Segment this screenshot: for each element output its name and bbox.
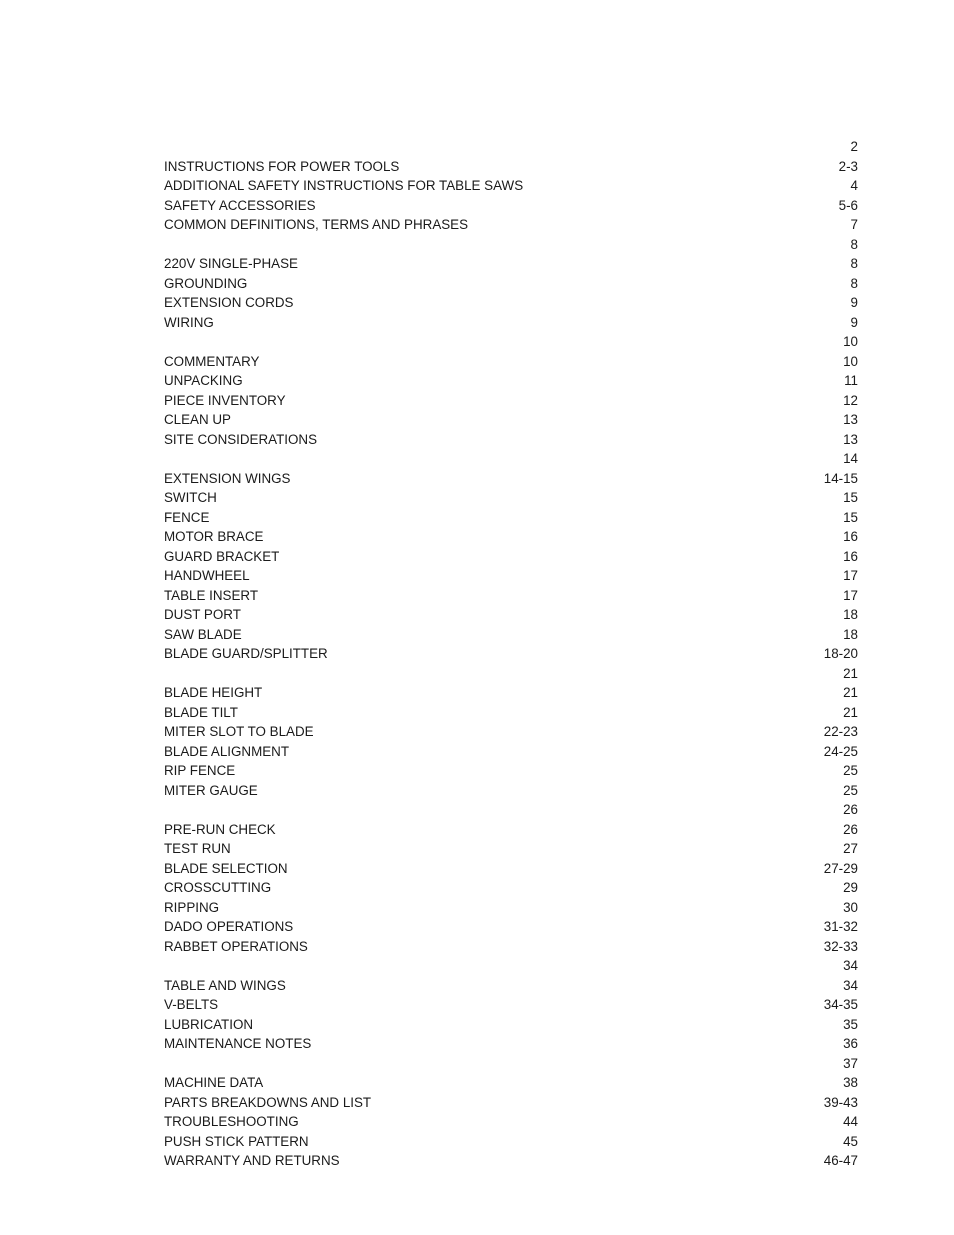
toc-entry	[164, 1093, 858, 1113]
toc-entry-page: 15	[843, 490, 858, 505]
toc-entry-page: 39-43	[823, 1094, 858, 1110]
toc-entry	[164, 332, 858, 352]
toc-entry-page: 14	[843, 451, 858, 466]
toc-entry-page: 2	[850, 139, 858, 154]
toc-entry-label: TEST RUN	[164, 841, 231, 856]
toc-entry-label: CROSSCUTTING	[164, 880, 272, 895]
toc-entry-page: 21	[843, 704, 858, 720]
toc-entry-page: 25	[843, 763, 858, 778]
toc-entry	[164, 469, 858, 489]
toc-entry-page: 18-20	[823, 646, 858, 661]
toc-entry-page: 7	[850, 217, 858, 232]
toc-entry	[164, 995, 858, 1015]
toc-entry-label: RIPPING	[164, 899, 220, 915]
toc-entry-page: 30	[843, 899, 858, 915]
toc-entry-label: RABBET OPERATIONS	[164, 938, 308, 954]
toc-entry-page: 38	[843, 1075, 858, 1090]
toc-entry-label: 220V SINGLE-PHASE	[164, 256, 298, 271]
toc-entry	[164, 761, 858, 781]
toc-entry-label: PARTS BREAKDOWNS AND LIST	[164, 1094, 372, 1110]
toc-entry-page: 22-23	[823, 724, 858, 739]
toc-entry-page: 32-33	[823, 938, 858, 954]
toc-entry	[164, 722, 858, 742]
toc-entry-page: 24-25	[823, 743, 858, 759]
toc-entry	[164, 1034, 858, 1054]
toc-entry-label: SITE CONSIDERATIONS	[164, 431, 318, 447]
toc-entry	[164, 254, 858, 274]
toc-entry	[164, 293, 858, 313]
toc-entry-label: HANDWHEEL	[164, 568, 250, 583]
toc-entry	[164, 235, 858, 255]
toc-entry	[164, 1151, 858, 1171]
toc-entry	[164, 430, 858, 450]
toc-entry-label: BLADE ALIGNMENT	[164, 743, 290, 759]
toc-entry	[164, 313, 858, 333]
toc-entry	[164, 527, 858, 547]
toc-entry	[164, 508, 858, 528]
toc-entry	[164, 625, 858, 645]
toc-entry-label: SAFETY ACCESSORIES	[164, 197, 316, 213]
toc-entry-label: BLADE GUARD/SPLITTER	[164, 646, 328, 661]
toc-entry	[164, 1132, 858, 1152]
toc-entry	[164, 371, 858, 391]
toc-entry-label: EXTENSION CORDS	[164, 295, 294, 310]
toc-entry	[164, 137, 858, 157]
toc-entry-page: 29	[843, 880, 858, 895]
toc-entry	[164, 605, 858, 625]
toc-entry	[164, 820, 858, 840]
toc-entry-label: PRE-RUN CHECK	[164, 821, 276, 837]
toc-entry-label: BLADE HEIGHT	[164, 685, 263, 700]
toc-entry	[164, 547, 858, 567]
toc-entry	[164, 781, 858, 801]
toc-entry-label: MAINTENANCE NOTES	[164, 1036, 312, 1051]
toc-entry-label: DUST PORT	[164, 607, 241, 622]
toc-entry-label: MOTOR BRACE	[164, 529, 264, 544]
toc-entry	[164, 449, 858, 469]
toc-entry	[164, 410, 858, 430]
toc-entry-page: 35	[843, 1016, 858, 1032]
toc-entry	[164, 196, 858, 216]
toc-entry-label: MITER GAUGE	[164, 782, 258, 798]
toc-entry-page: 5-6	[838, 197, 858, 213]
toc-entry	[164, 742, 858, 762]
toc-entry-label: TABLE INSERT	[164, 587, 259, 603]
toc-entry-label: BLADE TILT	[164, 704, 238, 720]
toc-entry-label: MITER SLOT TO BLADE	[164, 724, 314, 739]
toc-entry-page: 18	[843, 607, 858, 622]
toc-entry	[164, 157, 858, 177]
toc-entry-label: V-BELTS	[164, 997, 219, 1012]
toc-entry	[164, 898, 858, 918]
toc-entry-label: PUSH STICK PATTERN	[164, 1133, 309, 1149]
toc-entry	[164, 956, 858, 976]
toc-entry-page: 17	[843, 568, 858, 583]
toc-entry-page: 8	[850, 275, 858, 291]
toc-entry	[164, 703, 858, 723]
toc-entry-page: 34	[843, 977, 858, 993]
toc-entry	[164, 215, 858, 235]
toc-entry	[164, 176, 858, 196]
toc-entry-label: RIP FENCE	[164, 763, 236, 778]
toc-entry	[164, 1054, 858, 1074]
toc-entry-page: 10	[843, 353, 858, 369]
toc-entry-page: 45	[843, 1133, 858, 1149]
toc-entry	[164, 586, 858, 606]
toc-entry	[164, 976, 858, 996]
toc-entry-label: SAW BLADE	[164, 626, 242, 642]
toc-entry-page: 2-3	[838, 158, 858, 174]
toc-entry	[164, 937, 858, 957]
toc-entry-page: 10	[843, 334, 858, 349]
toc-entry	[164, 566, 858, 586]
toc-entry	[164, 878, 858, 898]
toc-entry-label: FENCE	[164, 509, 210, 525]
toc-entry	[164, 1112, 858, 1132]
toc-entry-label: COMMON DEFINITIONS, TERMS AND PHRASES	[164, 217, 469, 232]
toc-entry-label: WIRING	[164, 314, 214, 330]
toc-entry	[164, 839, 858, 859]
toc-entry-page: 9	[850, 314, 858, 330]
toc-entry	[164, 800, 858, 820]
toc-entry-page: 25	[843, 782, 858, 798]
toc-entry-label: LUBRICATION	[164, 1016, 254, 1032]
toc-entry-label: COMMENTARY	[164, 353, 260, 369]
toc-entry-page: 27	[843, 841, 858, 856]
toc-entry-page: 16	[843, 529, 858, 544]
toc-entry-page: 16	[843, 548, 858, 564]
toc-entry-label: TROUBLESHOOTING	[164, 1114, 299, 1129]
toc-entry-page: 37	[843, 1055, 858, 1071]
toc-entry-label: UNPACKING	[164, 373, 243, 388]
toc-entry-page: 8	[850, 236, 858, 252]
toc-entry-page: 31-32	[823, 919, 858, 934]
toc-entry-label: SWITCH	[164, 490, 217, 505]
toc-entry-page: 17	[843, 587, 858, 603]
toc-entry-page: 21	[843, 685, 858, 700]
toc-entry-label: WARRANTY AND RETURNS	[164, 1153, 340, 1168]
toc-entry-page: 13	[843, 431, 858, 447]
toc-entry	[164, 488, 858, 508]
toc-entry	[164, 644, 858, 664]
toc-entry-label: MACHINE DATA	[164, 1075, 264, 1090]
toc-entry-page: 12	[843, 392, 858, 408]
toc-entry	[164, 859, 858, 879]
toc-entry-page: 4	[850, 178, 858, 193]
toc-entry	[164, 352, 858, 372]
toc-entry	[164, 274, 858, 294]
toc-entry	[164, 391, 858, 411]
toc-entry	[164, 917, 858, 937]
toc-entry-label: TABLE AND WINGS	[164, 977, 286, 993]
toc-entry-page: 15	[843, 509, 858, 525]
toc-entry	[164, 1015, 858, 1035]
toc-entry-page: 46-47	[823, 1153, 858, 1168]
toc-entry-page: 26	[843, 821, 858, 837]
toc-entry-page: 11	[844, 373, 858, 388]
toc-entry-label: PIECE INVENTORY	[164, 392, 286, 408]
toc-entry-page: 44	[843, 1114, 858, 1129]
toc-entry	[164, 1073, 858, 1093]
toc-entry-label: BLADE SELECTION	[164, 860, 288, 876]
toc-entry-label: GUARD BRACKET	[164, 548, 280, 564]
toc-entry-label: ADDITIONAL SAFETY INSTRUCTIONS FOR TABLE SAWS	[164, 178, 524, 193]
toc-entry-page: 21	[843, 665, 858, 681]
toc-entry-label: INSTRUCTIONS FOR POWER TOOLS	[164, 158, 400, 174]
toc-entry-label: GROUNDING	[164, 275, 248, 291]
toc-entry-page: 34	[843, 958, 858, 973]
toc-entry-page: 18	[843, 626, 858, 642]
toc-entry-label: CLEAN UP	[164, 412, 231, 427]
toc-entry-page: 8	[850, 256, 858, 271]
toc-entry-page: 13	[843, 412, 858, 427]
toc-entry-page: 14-15	[823, 470, 858, 486]
toc-entry	[164, 664, 858, 684]
toc-entry-page: 9	[850, 295, 858, 310]
table-of-contents	[164, 137, 858, 1171]
toc-entry-page: 27-29	[823, 860, 858, 876]
toc-entry-label: DADO OPERATIONS	[164, 919, 294, 934]
toc-entry	[164, 683, 858, 703]
toc-entry-page: 26	[843, 802, 858, 817]
toc-entry-page: 34-35	[823, 997, 858, 1012]
toc-entry-label: EXTENSION WINGS	[164, 470, 291, 486]
toc-entry-page: 36	[843, 1036, 858, 1051]
